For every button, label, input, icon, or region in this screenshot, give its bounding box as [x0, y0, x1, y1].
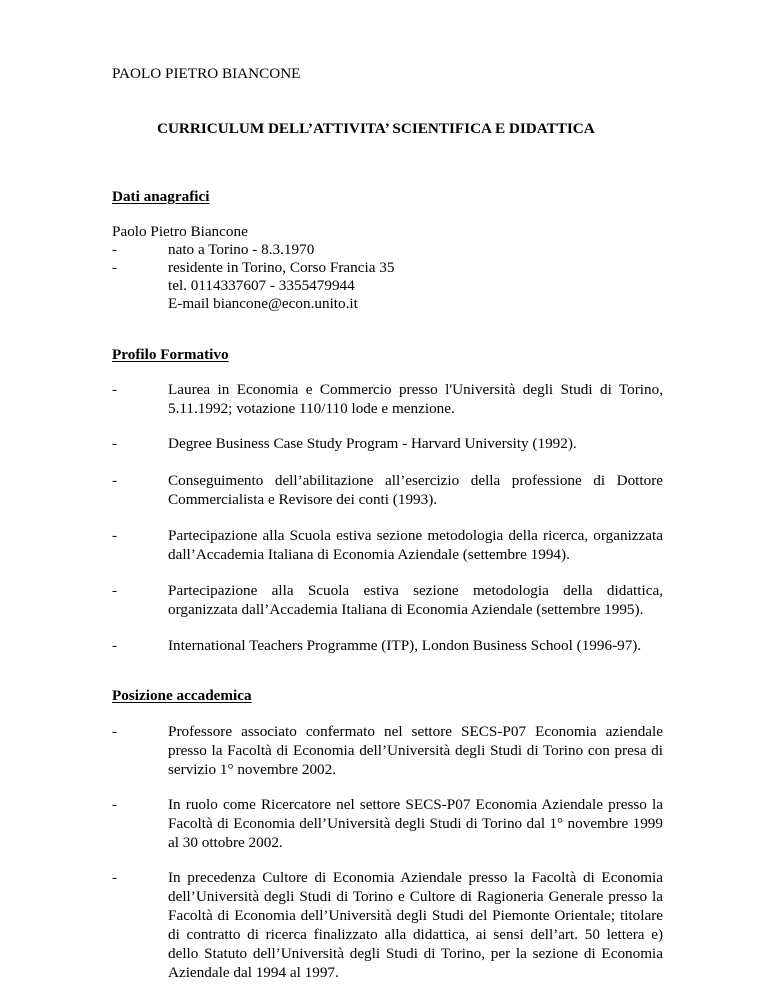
- list-item-line: In ruolo come Ricercatore nel settore SECS-P07 Economia Aziendale presso la: [168, 796, 663, 813]
- list-item-line: Partecipazione alla Scuola estiva sezione metodologia della didattica,: [168, 582, 663, 599]
- list-item-line: servizio 1° novembre 2002.: [168, 761, 337, 778]
- bullet-dash: -: [112, 381, 118, 398]
- list-item-line: organizzata dall’Accademia Italiana di Economia Aziendale (settembre 1995).: [168, 601, 644, 618]
- list-item-line: Facoltà di Economia dell’Università degli Studi del Piemonte Orientale; titolare: [168, 907, 663, 924]
- list-item-line: Professore associato confermato nel settore SECS-P07 Economia aziendale: [168, 723, 663, 740]
- bullet-dash: -: [112, 472, 118, 489]
- bullet-dash: -: [112, 527, 118, 544]
- list-item: [168, 380, 663, 418]
- list-item: [168, 434, 663, 453]
- phone-info: tel. 0114337607 - 3355479944: [168, 277, 355, 294]
- list-item-line: In precedenza Cultore di Economia Aziendale presso la Facoltà di Economia: [168, 869, 663, 886]
- author-name: PAOLO PIETRO BIANCONE: [112, 65, 301, 82]
- section-heading-anagrafici: Dati anagrafici: [112, 188, 210, 205]
- list-item-line: Commercialista e Revisore dei conti (1993).: [168, 491, 438, 508]
- list-item-line: Degree Business Case Study Program - Harvard University (1992).: [168, 435, 577, 452]
- list-item: [168, 471, 663, 509]
- bullet-dash: -: [112, 869, 118, 886]
- list-item: [168, 526, 663, 564]
- bullet-dash: -: [112, 241, 118, 258]
- bullet-dash: -: [112, 259, 118, 276]
- birth-info: nato a Torino - 8.3.1970: [168, 241, 315, 258]
- list-item: [168, 636, 663, 655]
- list-item-line: International Teachers Programme (ITP), London Business School (1996-97).: [168, 637, 642, 654]
- list-item-line: dell’Università degli Studi di Torino e Cultore di Ragioneria Generale presso la: [168, 888, 663, 905]
- list-item-line: dello Statuto dell’Università degli Studi di Torino, per la sezione di Economia: [168, 945, 663, 962]
- list-item-line: dall’Accademia Italiana di Economia Aziendale (settembre 1994).: [168, 546, 570, 563]
- section-heading-posizione: Posizione accademica: [112, 687, 252, 704]
- bullet-dash: -: [112, 637, 118, 654]
- list-item-line: Facoltà di Economia dell’Università degli Studi di Torino dal 1° novembre 1999: [168, 815, 663, 832]
- bullet-dash: -: [112, 435, 118, 452]
- list-item-line: Conseguimento dell’abilitazione all’esercizio della professione di Dottore: [168, 472, 663, 489]
- list-item-line: al 30 ottobre 2002.: [168, 834, 283, 851]
- list-item: [168, 795, 663, 852]
- list-item: [168, 581, 663, 619]
- list-item-line: presso la Facoltà di Economia dell’Università degli Studi di Torino con presa di: [168, 742, 663, 759]
- list-item: [168, 722, 663, 779]
- list-item-line: di contratto di ricerca finalizzato alla didattica, ai sensi dell’art. 50 lettera e): [168, 926, 663, 943]
- bullet-dash: -: [112, 796, 118, 813]
- person-name: Paolo Pietro Biancone: [112, 223, 248, 240]
- list-item: [168, 868, 663, 982]
- bullet-dash: -: [112, 723, 118, 740]
- list-item-line: 5.11.1992; votazione 110/110 lode e menzione.: [168, 400, 455, 417]
- section-heading-profilo: Profilo Formativo: [112, 346, 229, 363]
- bullet-dash: -: [112, 582, 118, 599]
- email-info: E-mail biancone@econ.unito.it: [168, 295, 358, 312]
- list-item-line: Aziendale dal 1994 al 1997.: [168, 964, 339, 981]
- list-item-line: Partecipazione alla Scuola estiva sezione metodologia della ricerca, organizzata: [168, 527, 663, 544]
- list-item-line: Laurea in Economia e Commercio presso l'Università degli Studi di Torino,: [168, 381, 663, 398]
- residence-info: residente in Torino, Corso Francia 35: [168, 259, 395, 276]
- document-title: CURRICULUM DELL’ATTIVITA’ SCIENTIFICA E DIDATTICA: [157, 120, 595, 137]
